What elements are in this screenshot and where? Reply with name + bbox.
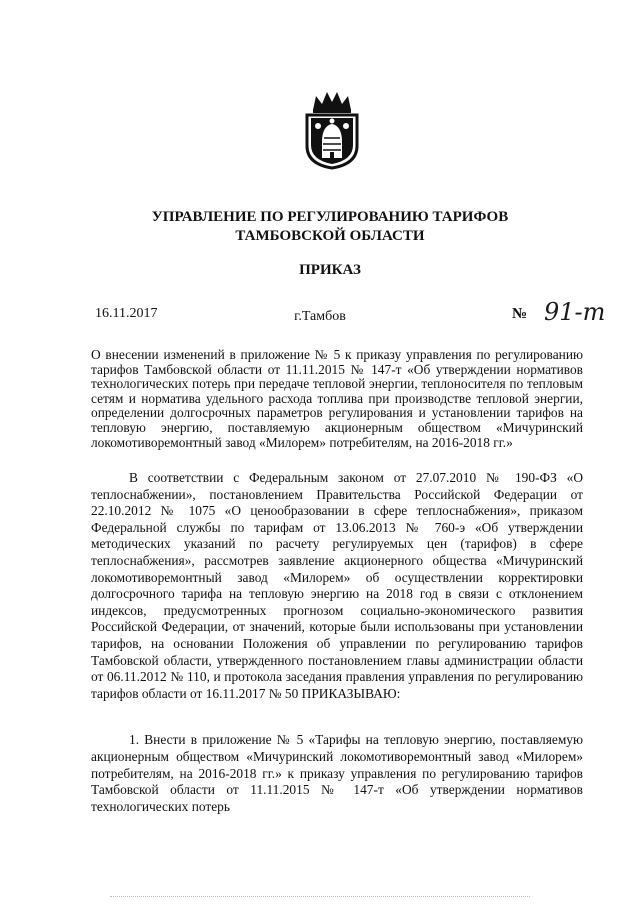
organization-line-1: УПРАВЛЕНИЕ ПО РЕГУЛИРОВАНИЮ ТАРИФОВ: [151, 209, 509, 225]
preamble-paragraph: В соответствии с Федеральным законом от 27.07.2010 № 190-ФЗ «О теплоснабжении», постановлением Правительства Российской Федерации от 22.10.2012 № 1075 «О ценообразовании в сфере теплоснабжения», приказом Федеральной службы по тарифам от 13.06.2013 № 760-э «Об утверждении методических указаний по расчету регулируемых цен (тарифов) в сфере теплоснабжения», рассмотрев заявление акционерного общества «Мичуринский локомотиворемонтный завод «Милорем» об осуществлении корректировки долгосрочного тарифа на тепловую энергию на 2018 год в связи с отклонением индексов, предусмотренных прогнозом социально-экономического развития Российской Федерации, от значений, которые были использованы при установлении тарифов, на основании Положения об управлении по регулированию тарифов Тамбовской области, утвержденного постановлением главы администрации области от 06.11.2012 № 110, и протокола заседания правления управления по регулированию тарифов области от 16.11.2017 № 50 ПРИКАЗЫВАЮ:: [91, 470, 583, 701]
document-type: ПРИКАЗ: [299, 262, 361, 278]
clause-1: 1. Внести в приложение № 5 «Тарифы на тепловую энергию, поставляемую акционерным обществом «Мичуринский локомотиворемонтный завод «Милорем» потребителям, на 2016-2018 гг.» к приказу управления по регулированию тарифов Тамбовской области от 11.11.2015 № 147-т «Об утверждении нормативов технологических потерь: [91, 732, 583, 815]
handwritten-number: 91-т: [544, 298, 606, 326]
organization-line-2: ТАМБОВСКОЙ ОБЛАСТИ: [235, 228, 425, 244]
document-date: 16.11.2017: [95, 306, 158, 321]
order-subject: О внесении изменений в приложение № 5 к приказу управления по регулированию тарифов Тамбовской области от 11.11.2015 № 147-т «Об утверждении нормативов технологических потерь при передаче тепловой энергии, теплоносителя по тепловым сетям и норматива удельного расхода топлива при производстве тепловой энергии, определении долгосрочных параметров регулирования и установлении тарифов на тепловую энергию, поставляемую акционерным обществом «Мичуринский локомотиворемонтный завод «Милорем» потребителям, на 2016-2018 гг.»: [91, 347, 583, 450]
coat-of-arms-emblem: [301, 88, 363, 170]
organization-name: [80, 208, 580, 246]
document-city: г.Тамбов: [294, 309, 346, 324]
page-edge-artifact: [110, 896, 530, 899]
number-label: №: [512, 306, 528, 322]
